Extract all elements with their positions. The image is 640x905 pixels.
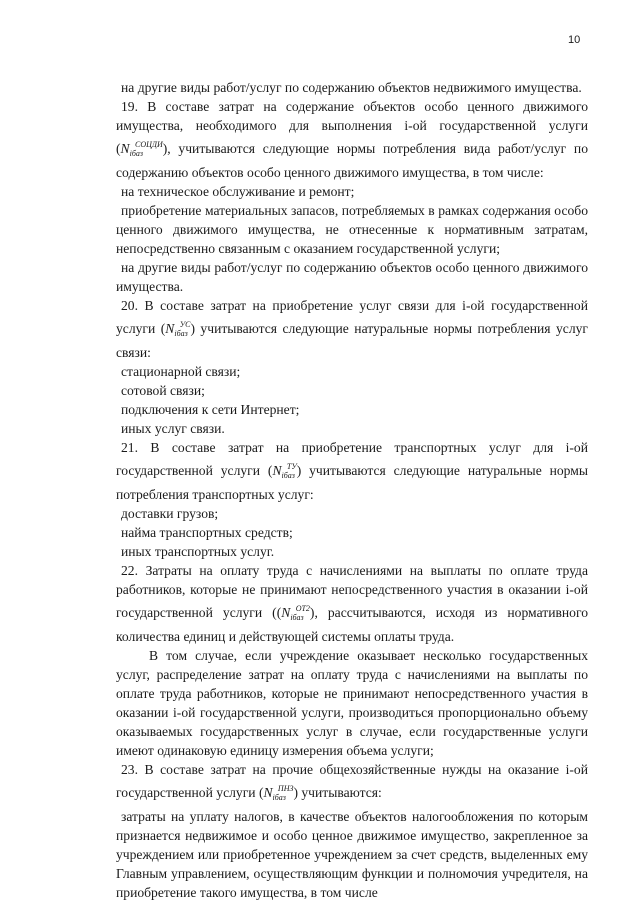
paragraph-p19b: приобретение материальных запасов, потребляемых в рамках содержания особо ценного движимого имущества, не отнесенные к нормативным затратам, непосредственно связанным с оказанием государственной услуги; [116, 203, 588, 256]
paragraph-p19 [116, 97, 588, 182]
formula-symbol: $N_{iбаз}^{ТУ}$ [272, 462, 297, 480]
text-run: ) учитываются следующие натуральные нормы потребления транспортных услуг: [116, 463, 588, 502]
text-run: 21. В составе затрат на приобретение транспортных услуг для i-ой государственной услуги ( [116, 440, 588, 478]
paragraph-p21b: найма транспортных средств; [121, 525, 293, 540]
text-run: 23. В составе затрат на прочие общехозяйственные нужды на оказание i-ой государственной услуги ( [116, 762, 588, 800]
paragraph-p20c: подключения к сети Интернет; [121, 402, 300, 417]
paragraph-p21c: иных транспортных услуг. [121, 544, 275, 559]
text-run: 19. В составе затрат на содержание объектов особо ценного движимого имущества, необходимого для выполнения i-ой государственной услуги ( [116, 99, 588, 156]
paragraph-p0: на другие виды работ/услуг по содержанию объектов недвижимого имущества. [121, 80, 582, 95]
formula-symbol: $N_{iбаз}^{УС}$ [165, 320, 191, 338]
paragraph-p22b: В том случае, если учреждение оказывает несколько государственных услуг, распределение затрат на оплату труда с начислениями на выплаты по оплате труда работников, которые не принимают непосредственного участия в оказании i-ой государственной услуги, производиться пропорционально объему оказываемых государственных услуг в случае, если государственные услуги имеют одинаковую единицу измерения объема услуги; [116, 648, 588, 758]
document-body [116, 78, 588, 902]
formula-symbol: $N_{iбаз}^{СОЦДИ}$ [120, 140, 163, 158]
text-run: ) учитываются: [293, 785, 382, 800]
text-run: ), учитываются следующие нормы потребления вида работ/услуг по содержанию объектов особо ценного движимого имущества, в том числе: [116, 141, 588, 180]
text-run: ), рассчитываются, исходя из нормативного количества единиц и действующей системы оплаты труда. [116, 605, 588, 644]
paragraph-p20b: сотовой связи; [121, 383, 205, 398]
paragraph-p23a: затраты на уплату налогов, в качестве объектов налогообложения по которым признается недвижимое и особо ценное движимое имущество, закрепленное за учреждением или приобретенное учреждением за счет средств, выделенных ему Главным управлением, осуществляющим функции и полномочия учредителя, на приобретение такого имущества, в том числе [116, 809, 588, 900]
text-run: 22. Затраты на оплату труда с начислениями на выплаты по оплате труда работников, которые не принимают непосредственного участия в оказании i-ой государственной услуги (( [116, 563, 588, 620]
paragraph-p20 [116, 296, 588, 362]
text-run: 20. В составе затрат на приобретение услуг связи для i-ой государственной услуги ( [116, 298, 588, 336]
paragraph-p19c: на другие виды работ/услуг по содержанию объектов особо ценного движимого имущества. [116, 260, 588, 294]
formula-symbol: $N_{iбаз}^{ПНЗ}$ [263, 784, 294, 802]
formula-symbol: $N_{iбаз}^{ОТ2}$ [281, 604, 310, 622]
paragraph-p19a: на техническое обслуживание и ремонт; [121, 184, 355, 199]
paragraph-p20a: стационарной связи; [121, 364, 241, 379]
paragraph-p22 [116, 561, 588, 646]
paragraph-p21 [116, 438, 588, 504]
paragraph-p23 [116, 760, 588, 807]
paragraph-p20d: иных услуг связи. [121, 421, 225, 436]
page-number: 10 [568, 34, 581, 46]
paragraph-p21a: доставки грузов; [121, 506, 219, 521]
text-run: ) учитываются следующие натуральные нормы потребления услуг связи: [116, 321, 588, 360]
